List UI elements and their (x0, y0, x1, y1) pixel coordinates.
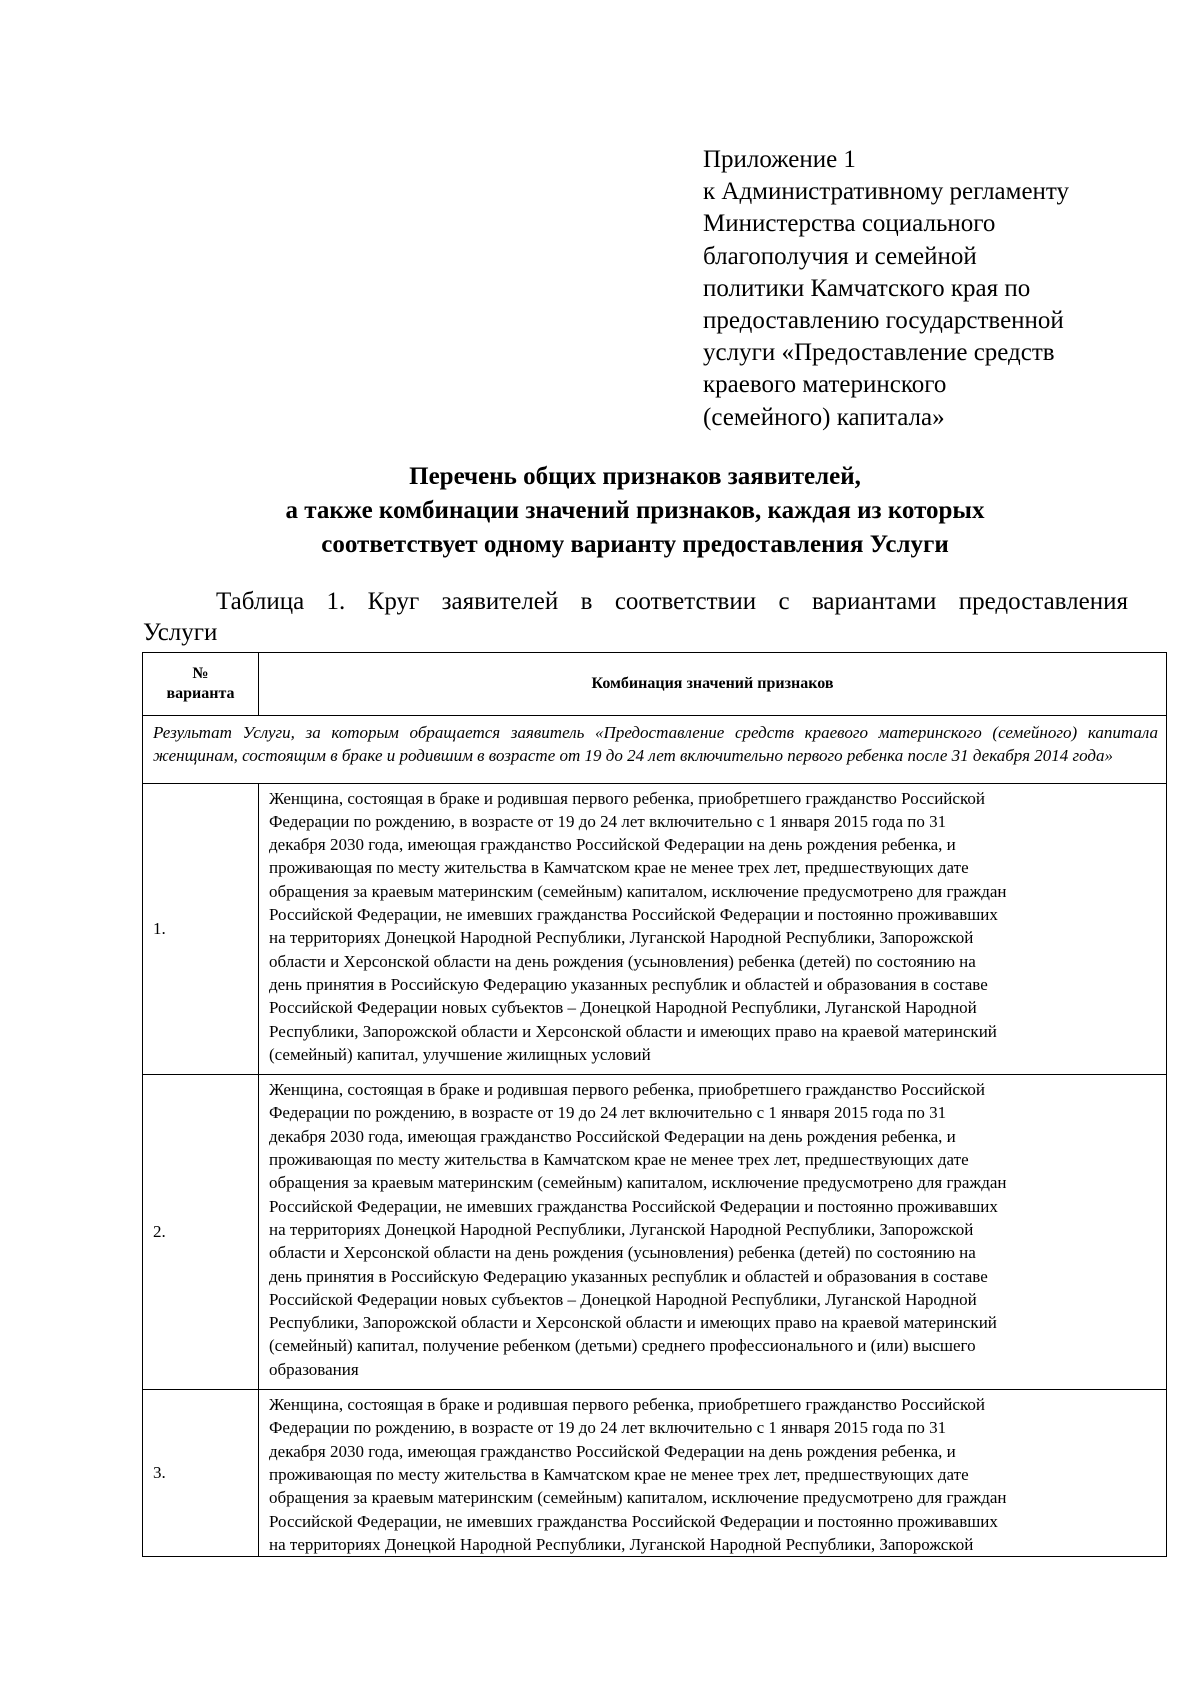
appendix-line: услуги «Предоставление средств (703, 339, 1055, 367)
text-line: Российской Федерации, не имевших гражданства Российской Федерации и постоянно проживавших (269, 1196, 998, 1216)
table-row (143, 1075, 1167, 1390)
appendix-line: краевого материнского (703, 371, 947, 399)
variant-number: 3. (143, 1390, 259, 1557)
text-line: области и Херсонской области на день рождения (усыновления) ребенка (детей) по состоянию на (269, 951, 976, 971)
variant-description (259, 1390, 1167, 1557)
header-variant-number (143, 653, 259, 716)
text-line: Российской Федерации, не имевших гражданства Российской Федерации и постоянно проживавших (269, 905, 998, 925)
appendix-line: (семейного) капитала» (703, 403, 945, 431)
text-line: декабря 2030 года, имеющая гражданство Российской Федерации на день рождения ребенка, и (269, 835, 956, 855)
text-line: Федерации по рождению, в возрасте от 19 до 24 лет включительно с 1 января 2015 года по 31 (269, 1103, 947, 1123)
text-line: день принятия в Российскую Федерацию указанных республик и областей и образования в составе (269, 974, 988, 994)
title-line: Перечень общих признаков заявителей, (409, 463, 861, 490)
title-line: а также комбинации значений признаков, каждая из которых (285, 497, 985, 524)
appendix-line: благополучия и семейной (703, 242, 977, 270)
text-line: на территориях Донецкой Народной Республики, Луганской Народной Республики, Запорожской (269, 928, 974, 948)
table-caption (143, 586, 1128, 648)
table-caption-line: Услуги (143, 619, 218, 646)
text-line: Российской Федерации новых субъектов – Донецкой Народной Республики, Луганской Народной (269, 1289, 977, 1309)
text-line: проживающая по месту жительства в Камчатском крае не менее трех лет, предшествующих дате (269, 1150, 969, 1170)
text-line: на территориях Донецкой Народной Республики, Луганской Народной Республики, Запорожской (269, 1219, 974, 1239)
appendix-line: Приложение 1 (703, 146, 856, 173)
document-title (140, 460, 1130, 562)
text-line: Федерации по рождению, в возрасте от 19 до 24 лет включительно с 1 января 2015 года по 31 (269, 1418, 947, 1438)
variant-description (259, 783, 1167, 1075)
text-line: Российской Федерации, не имевших гражданства Российской Федерации и постоянно проживавших (269, 1511, 998, 1531)
text-line: декабря 2030 года, имеющая гражданство Российской Федерации на день рождения ребенка, и (269, 1441, 956, 1461)
text-line: на территориях Донецкой Народной Республики, Луганской Народной Республики, Запорожской (269, 1534, 974, 1554)
appendix-line: предоставлению государственной (703, 307, 1064, 335)
appendix-line: к Административному регламенту (703, 178, 1070, 206)
table-caption-line: Таблица 1. Круг заявителей в соответствии с вариантами предоставления (216, 588, 1128, 615)
result-row (143, 716, 1167, 784)
header-num-symbol: № (192, 665, 209, 682)
text-line: день принятия в Российскую Федерацию указанных республик и областей и образования в составе (269, 1266, 988, 1286)
text-line: Женщина, состоящая в браке и родившая первого ребенка, приобретшего гражданство Российской (269, 1395, 985, 1415)
text-line: проживающая по месту жительства в Камчатском крае не менее трех лет, предшествующих дате (269, 1464, 969, 1484)
text-line: (семейный) капитал, получение ребенком (детьми) среднего профессионального и (или) высшего (269, 1336, 976, 1356)
text-line: образования (269, 1359, 359, 1379)
table-row (143, 783, 1167, 1075)
text-line: Женщина, состоящая в браке и родившая первого ребенка, приобретшего гражданство Российской (269, 1080, 985, 1100)
result-description: Результат Услуги, за которым обращается заявитель «Предоставление средств краевого материнского (семейного) капитала женщинам, состоящим в браке и родившим в возрасте от 19 до 24 лет включительно первого ребенка после 31 декабря 2014 года» (143, 716, 1167, 784)
title-line: соответствует одному варианту предоставления Услуги (321, 531, 949, 558)
variant-description (259, 1075, 1167, 1390)
text-line: Женщина, состоящая в браке и родившая первого ребенка, приобретшего гражданство Российской (269, 788, 985, 808)
text-line: Федерации по рождению, в возрасте от 19 до 24 лет включительно с 1 января 2015 года по 31 (269, 811, 947, 831)
variant-number: 2. (143, 1075, 259, 1390)
text-line: обращения за краевым материнским (семейным) капиталом, исключение предусмотрено для граждан (269, 1173, 1007, 1193)
text-line: Российской Федерации новых субъектов – Донецкой Народной Республики, Луганской Народной (269, 998, 977, 1018)
text-line: декабря 2030 года, имеющая гражданство Российской Федерации на день рождения ребенка, и (269, 1126, 956, 1146)
header-num-word: варианта (166, 685, 235, 702)
text-line: Республики, Запорожской области и Херсонской области и имеющих право на краевой материнский (269, 1021, 997, 1041)
appendix-line: Министерства социального (703, 210, 996, 238)
variants-table (142, 652, 1167, 1557)
appendix-block (703, 144, 1173, 434)
text-line: области и Херсонской области на день рождения (усыновления) ребенка (детей) по состоянию на (269, 1243, 976, 1263)
text-line: обращения за краевым материнским (семейным) капиталом, исключение предусмотрено для граждан (269, 1488, 1007, 1508)
header-combination: Комбинация значений признаков (259, 653, 1167, 716)
variant-number: 1. (143, 783, 259, 1075)
text-line: проживающая по месту жительства в Камчатском крае не менее трех лет, предшествующих дате (269, 858, 969, 878)
text-line: (семейный) капитал, улучшение жилищных условий (269, 1044, 651, 1064)
table-header-row (143, 653, 1167, 716)
text-line: Республики, Запорожской области и Херсонской области и имеющих право на краевой материнский (269, 1313, 997, 1333)
text-line: обращения за краевым материнским (семейным) капиталом, исключение предусмотрено для граждан (269, 881, 1007, 901)
appendix-line: политики Камчатского края по (703, 274, 1031, 302)
table-row (143, 1390, 1167, 1557)
